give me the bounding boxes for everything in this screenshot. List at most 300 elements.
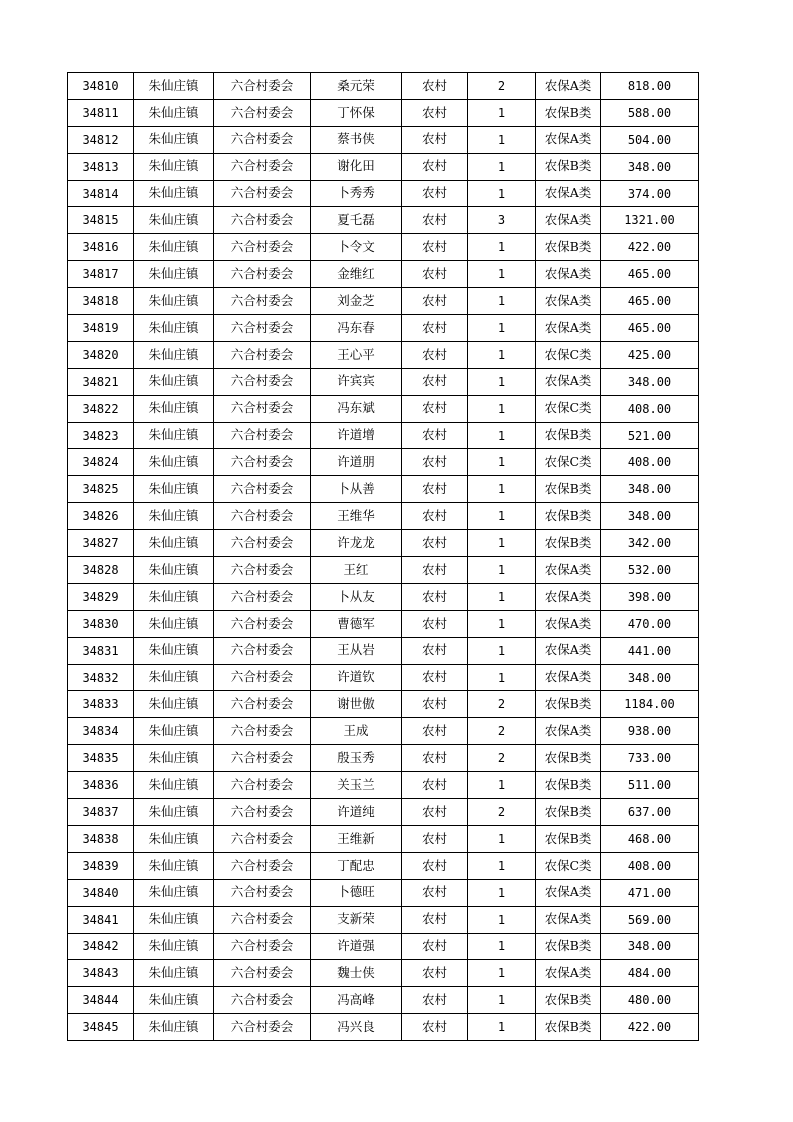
record-id-cell: 34814: [68, 180, 134, 207]
household-size-cell: 1: [468, 1014, 536, 1041]
town-cell: 朱仙庄镇: [134, 960, 214, 987]
name-cell: 殷玉秀: [311, 745, 402, 772]
town-cell: 朱仙庄镇: [134, 503, 214, 530]
table-row: [68, 153, 699, 180]
name-cell: 冯东春: [311, 315, 402, 342]
category-cell: 农保A类: [536, 879, 601, 906]
household-size-cell: 1: [468, 368, 536, 395]
record-id-cell: 34833: [68, 691, 134, 718]
village-cell: 六合村委会: [214, 906, 311, 933]
record-id-cell: 34831: [68, 637, 134, 664]
household-size-cell: 1: [468, 234, 536, 261]
name-cell: 冯高峰: [311, 987, 402, 1014]
record-id-cell: 34836: [68, 772, 134, 799]
category-cell: 农保A类: [536, 718, 601, 745]
table-row: [68, 422, 699, 449]
household-size-cell: 1: [468, 637, 536, 664]
table-row: [68, 691, 699, 718]
category-cell: 农保C类: [536, 341, 601, 368]
amount-cell: 532.00: [601, 557, 699, 584]
town-cell: 朱仙庄镇: [134, 664, 214, 691]
table-row: [68, 933, 699, 960]
amount-cell: 465.00: [601, 261, 699, 288]
area-cell: 农村: [402, 610, 468, 637]
record-id-cell: 34844: [68, 987, 134, 1014]
table-row: [68, 610, 699, 637]
table-row: [68, 825, 699, 852]
category-cell: 农保B类: [536, 772, 601, 799]
household-size-cell: 2: [468, 799, 536, 826]
amount-cell: 348.00: [601, 933, 699, 960]
area-cell: 农村: [402, 718, 468, 745]
town-cell: 朱仙庄镇: [134, 341, 214, 368]
area-cell: 农村: [402, 583, 468, 610]
area-cell: 农村: [402, 234, 468, 261]
table-row: [68, 1014, 699, 1041]
category-cell: 农保A类: [536, 960, 601, 987]
record-id-cell: 34821: [68, 368, 134, 395]
table-row: [68, 476, 699, 503]
town-cell: 朱仙庄镇: [134, 315, 214, 342]
category-cell: 农保B类: [536, 745, 601, 772]
record-id-cell: 34839: [68, 852, 134, 879]
town-cell: 朱仙庄镇: [134, 422, 214, 449]
record-id-cell: 34819: [68, 315, 134, 342]
name-cell: 冯兴良: [311, 1014, 402, 1041]
record-id-cell: 34810: [68, 73, 134, 100]
village-cell: 六合村委会: [214, 341, 311, 368]
name-cell: 卜从友: [311, 583, 402, 610]
household-size-cell: 1: [468, 852, 536, 879]
name-cell: 王红: [311, 557, 402, 584]
household-size-cell: 1: [468, 99, 536, 126]
amount-cell: 348.00: [601, 368, 699, 395]
area-cell: 农村: [402, 691, 468, 718]
category-cell: 农保A类: [536, 664, 601, 691]
town-cell: 朱仙庄镇: [134, 530, 214, 557]
town-cell: 朱仙庄镇: [134, 476, 214, 503]
amount-cell: 348.00: [601, 153, 699, 180]
record-id-cell: 34829: [68, 583, 134, 610]
area-cell: 农村: [402, 799, 468, 826]
category-cell: 农保C类: [536, 449, 601, 476]
category-cell: 农保A类: [536, 207, 601, 234]
category-cell: 农保B类: [536, 99, 601, 126]
household-size-cell: 1: [468, 341, 536, 368]
amount-cell: 468.00: [601, 825, 699, 852]
amount-cell: 511.00: [601, 772, 699, 799]
town-cell: 朱仙庄镇: [134, 234, 214, 261]
village-cell: 六合村委会: [214, 664, 311, 691]
village-cell: 六合村委会: [214, 261, 311, 288]
name-cell: 许道钦: [311, 664, 402, 691]
area-cell: 农村: [402, 261, 468, 288]
household-size-cell: 1: [468, 422, 536, 449]
table-row: [68, 799, 699, 826]
table-row: [68, 315, 699, 342]
table-row: [68, 503, 699, 530]
record-id-cell: 34828: [68, 557, 134, 584]
household-size-cell: 1: [468, 664, 536, 691]
record-id-cell: 34813: [68, 153, 134, 180]
amount-cell: 348.00: [601, 664, 699, 691]
table-row: [68, 960, 699, 987]
household-size-cell: 2: [468, 745, 536, 772]
household-size-cell: 1: [468, 772, 536, 799]
amount-cell: 471.00: [601, 879, 699, 906]
village-cell: 六合村委会: [214, 395, 311, 422]
record-id-cell: 34838: [68, 825, 134, 852]
record-id-cell: 34820: [68, 341, 134, 368]
area-cell: 农村: [402, 503, 468, 530]
household-size-cell: 1: [468, 153, 536, 180]
amount-cell: 521.00: [601, 422, 699, 449]
name-cell: 关玉兰: [311, 772, 402, 799]
record-id-cell: 34840: [68, 879, 134, 906]
table-row: [68, 207, 699, 234]
household-size-cell: 1: [468, 557, 536, 584]
table-row: [68, 341, 699, 368]
village-cell: 六合村委会: [214, 234, 311, 261]
name-cell: 魏士侠: [311, 960, 402, 987]
village-cell: 六合村委会: [214, 745, 311, 772]
record-id-cell: 34826: [68, 503, 134, 530]
category-cell: 农保A类: [536, 315, 601, 342]
record-id-cell: 34827: [68, 530, 134, 557]
name-cell: 王维华: [311, 503, 402, 530]
village-cell: 六合村委会: [214, 207, 311, 234]
area-cell: 农村: [402, 933, 468, 960]
area-cell: 农村: [402, 772, 468, 799]
household-size-cell: 1: [468, 315, 536, 342]
category-cell: 农保A类: [536, 288, 601, 315]
household-size-cell: 1: [468, 583, 536, 610]
category-cell: 农保A类: [536, 73, 601, 100]
name-cell: 许宾宾: [311, 368, 402, 395]
category-cell: 农保B类: [536, 422, 601, 449]
category-cell: 农保A类: [536, 126, 601, 153]
household-size-cell: 1: [468, 960, 536, 987]
table-row: [68, 449, 699, 476]
name-cell: 曹德军: [311, 610, 402, 637]
amount-cell: 441.00: [601, 637, 699, 664]
village-cell: 六合村委会: [214, 315, 311, 342]
amount-cell: 588.00: [601, 99, 699, 126]
area-cell: 农村: [402, 73, 468, 100]
household-size-cell: 1: [468, 906, 536, 933]
area-cell: 农村: [402, 99, 468, 126]
category-cell: 农保B类: [536, 530, 601, 557]
town-cell: 朱仙庄镇: [134, 799, 214, 826]
name-cell: 丁怀保: [311, 99, 402, 126]
table-row: [68, 772, 699, 799]
area-cell: 农村: [402, 745, 468, 772]
area-cell: 农村: [402, 1014, 468, 1041]
category-cell: 农保B类: [536, 691, 601, 718]
table-row: [68, 73, 699, 100]
category-cell: 农保B类: [536, 987, 601, 1014]
area-cell: 农村: [402, 637, 468, 664]
household-size-cell: 1: [468, 879, 536, 906]
record-id-cell: 34835: [68, 745, 134, 772]
area-cell: 农村: [402, 341, 468, 368]
amount-cell: 465.00: [601, 315, 699, 342]
table-row: [68, 879, 699, 906]
town-cell: 朱仙庄镇: [134, 288, 214, 315]
village-cell: 六合村委会: [214, 718, 311, 745]
record-id-cell: 34823: [68, 422, 134, 449]
amount-cell: 348.00: [601, 503, 699, 530]
area-cell: 农村: [402, 879, 468, 906]
town-cell: 朱仙庄镇: [134, 852, 214, 879]
table-row: [68, 234, 699, 261]
record-id-cell: 34818: [68, 288, 134, 315]
name-cell: 许道强: [311, 933, 402, 960]
area-cell: 农村: [402, 180, 468, 207]
category-cell: 农保A类: [536, 610, 601, 637]
record-id-cell: 34815: [68, 207, 134, 234]
table-row: [68, 557, 699, 584]
amount-cell: 398.00: [601, 583, 699, 610]
household-size-cell: 2: [468, 718, 536, 745]
village-cell: 六合村委会: [214, 503, 311, 530]
name-cell: 王维新: [311, 825, 402, 852]
area-cell: 农村: [402, 126, 468, 153]
category-cell: 农保B类: [536, 503, 601, 530]
household-size-cell: 1: [468, 395, 536, 422]
household-size-cell: 1: [468, 126, 536, 153]
amount-cell: 484.00: [601, 960, 699, 987]
village-cell: 六合村委会: [214, 368, 311, 395]
record-id-cell: 34817: [68, 261, 134, 288]
area-cell: 农村: [402, 207, 468, 234]
town-cell: 朱仙庄镇: [134, 879, 214, 906]
amount-cell: 342.00: [601, 530, 699, 557]
household-size-cell: 3: [468, 207, 536, 234]
town-cell: 朱仙庄镇: [134, 1014, 214, 1041]
area-cell: 农村: [402, 557, 468, 584]
household-size-cell: 1: [468, 530, 536, 557]
village-cell: 六合村委会: [214, 288, 311, 315]
town-cell: 朱仙庄镇: [134, 207, 214, 234]
town-cell: 朱仙庄镇: [134, 825, 214, 852]
amount-cell: 733.00: [601, 745, 699, 772]
village-cell: 六合村委会: [214, 960, 311, 987]
table-row: [68, 583, 699, 610]
area-cell: 农村: [402, 987, 468, 1014]
amount-cell: 938.00: [601, 718, 699, 745]
village-cell: 六合村委会: [214, 987, 311, 1014]
household-size-cell: 2: [468, 73, 536, 100]
village-cell: 六合村委会: [214, 73, 311, 100]
table-row: [68, 530, 699, 557]
area-cell: 农村: [402, 395, 468, 422]
village-cell: 六合村委会: [214, 476, 311, 503]
records-table: [67, 72, 699, 1041]
area-cell: 农村: [402, 315, 468, 342]
village-cell: 六合村委会: [214, 99, 311, 126]
village-cell: 六合村委会: [214, 825, 311, 852]
town-cell: 朱仙庄镇: [134, 610, 214, 637]
amount-cell: 1184.00: [601, 691, 699, 718]
category-cell: 农保B类: [536, 825, 601, 852]
record-id-cell: 34842: [68, 933, 134, 960]
table-row: [68, 718, 699, 745]
record-id-cell: 34824: [68, 449, 134, 476]
name-cell: 许道纯: [311, 799, 402, 826]
table-row: [68, 126, 699, 153]
category-cell: 农保A类: [536, 180, 601, 207]
village-cell: 六合村委会: [214, 180, 311, 207]
name-cell: 蔡书侠: [311, 126, 402, 153]
village-cell: 六合村委会: [214, 449, 311, 476]
town-cell: 朱仙庄镇: [134, 449, 214, 476]
name-cell: 卜秀秀: [311, 180, 402, 207]
household-size-cell: 1: [468, 825, 536, 852]
record-id-cell: 34841: [68, 906, 134, 933]
amount-cell: 408.00: [601, 449, 699, 476]
category-cell: 农保B类: [536, 799, 601, 826]
town-cell: 朱仙庄镇: [134, 583, 214, 610]
area-cell: 农村: [402, 664, 468, 691]
town-cell: 朱仙庄镇: [134, 718, 214, 745]
village-cell: 六合村委会: [214, 799, 311, 826]
table-row: [68, 664, 699, 691]
name-cell: 刘金芝: [311, 288, 402, 315]
village-cell: 六合村委会: [214, 772, 311, 799]
name-cell: 王成: [311, 718, 402, 745]
amount-cell: 569.00: [601, 906, 699, 933]
household-size-cell: 1: [468, 449, 536, 476]
area-cell: 农村: [402, 825, 468, 852]
name-cell: 王从岩: [311, 637, 402, 664]
category-cell: 农保A类: [536, 368, 601, 395]
amount-cell: 348.00: [601, 476, 699, 503]
amount-cell: 374.00: [601, 180, 699, 207]
record-id-cell: 34812: [68, 126, 134, 153]
category-cell: 农保A类: [536, 583, 601, 610]
amount-cell: 422.00: [601, 234, 699, 261]
town-cell: 朱仙庄镇: [134, 745, 214, 772]
name-cell: 卜德旺: [311, 879, 402, 906]
town-cell: 朱仙庄镇: [134, 99, 214, 126]
town-cell: 朱仙庄镇: [134, 637, 214, 664]
name-cell: 丁配忠: [311, 852, 402, 879]
area-cell: 农村: [402, 368, 468, 395]
table-row: [68, 745, 699, 772]
town-cell: 朱仙庄镇: [134, 987, 214, 1014]
household-size-cell: 1: [468, 261, 536, 288]
household-size-cell: 1: [468, 476, 536, 503]
area-cell: 农村: [402, 422, 468, 449]
name-cell: 金维红: [311, 261, 402, 288]
amount-cell: 425.00: [601, 341, 699, 368]
village-cell: 六合村委会: [214, 1014, 311, 1041]
household-size-cell: 1: [468, 987, 536, 1014]
area-cell: 农村: [402, 288, 468, 315]
amount-cell: 408.00: [601, 395, 699, 422]
household-size-cell: 1: [468, 180, 536, 207]
town-cell: 朱仙庄镇: [134, 180, 214, 207]
town-cell: 朱仙庄镇: [134, 73, 214, 100]
household-size-cell: 1: [468, 288, 536, 315]
amount-cell: 637.00: [601, 799, 699, 826]
household-size-cell: 2: [468, 691, 536, 718]
village-cell: 六合村委会: [214, 557, 311, 584]
village-cell: 六合村委会: [214, 852, 311, 879]
town-cell: 朱仙庄镇: [134, 557, 214, 584]
area-cell: 农村: [402, 449, 468, 476]
name-cell: 卜令文: [311, 234, 402, 261]
name-cell: 冯东斌: [311, 395, 402, 422]
village-cell: 六合村委会: [214, 610, 311, 637]
town-cell: 朱仙庄镇: [134, 395, 214, 422]
record-id-cell: 34830: [68, 610, 134, 637]
name-cell: 许道增: [311, 422, 402, 449]
town-cell: 朱仙庄镇: [134, 933, 214, 960]
village-cell: 六合村委会: [214, 153, 311, 180]
table-row: [68, 637, 699, 664]
table-row: [68, 261, 699, 288]
amount-cell: 480.00: [601, 987, 699, 1014]
name-cell: 许道朋: [311, 449, 402, 476]
table-row: [68, 368, 699, 395]
name-cell: 夏乇磊: [311, 207, 402, 234]
name-cell: 谢化田: [311, 153, 402, 180]
town-cell: 朱仙庄镇: [134, 153, 214, 180]
category-cell: 农保A类: [536, 261, 601, 288]
record-id-cell: 34834: [68, 718, 134, 745]
record-id-cell: 34822: [68, 395, 134, 422]
record-id-cell: 34816: [68, 234, 134, 261]
village-cell: 六合村委会: [214, 530, 311, 557]
record-id-cell: 34825: [68, 476, 134, 503]
category-cell: 农保B类: [536, 1014, 601, 1041]
table-row: [68, 906, 699, 933]
category-cell: 农保B类: [536, 933, 601, 960]
area-cell: 农村: [402, 960, 468, 987]
amount-cell: 1321.00: [601, 207, 699, 234]
amount-cell: 504.00: [601, 126, 699, 153]
area-cell: 农村: [402, 530, 468, 557]
category-cell: 农保B类: [536, 153, 601, 180]
category-cell: 农保A类: [536, 906, 601, 933]
record-id-cell: 34832: [68, 664, 134, 691]
town-cell: 朱仙庄镇: [134, 368, 214, 395]
village-cell: 六合村委会: [214, 879, 311, 906]
record-id-cell: 34811: [68, 99, 134, 126]
category-cell: 农保B类: [536, 234, 601, 261]
table-row: [68, 987, 699, 1014]
record-id-cell: 34837: [68, 799, 134, 826]
village-cell: 六合村委会: [214, 126, 311, 153]
name-cell: 王心平: [311, 341, 402, 368]
table-row: [68, 180, 699, 207]
area-cell: 农村: [402, 852, 468, 879]
town-cell: 朱仙庄镇: [134, 126, 214, 153]
village-cell: 六合村委会: [214, 583, 311, 610]
category-cell: 农保A类: [536, 637, 601, 664]
record-id-cell: 34843: [68, 960, 134, 987]
area-cell: 农村: [402, 476, 468, 503]
table-row: [68, 852, 699, 879]
household-size-cell: 1: [468, 933, 536, 960]
name-cell: 谢世傲: [311, 691, 402, 718]
table-row: [68, 395, 699, 422]
category-cell: 农保A类: [536, 557, 601, 584]
record-id-cell: 34845: [68, 1014, 134, 1041]
name-cell: 支新荣: [311, 906, 402, 933]
